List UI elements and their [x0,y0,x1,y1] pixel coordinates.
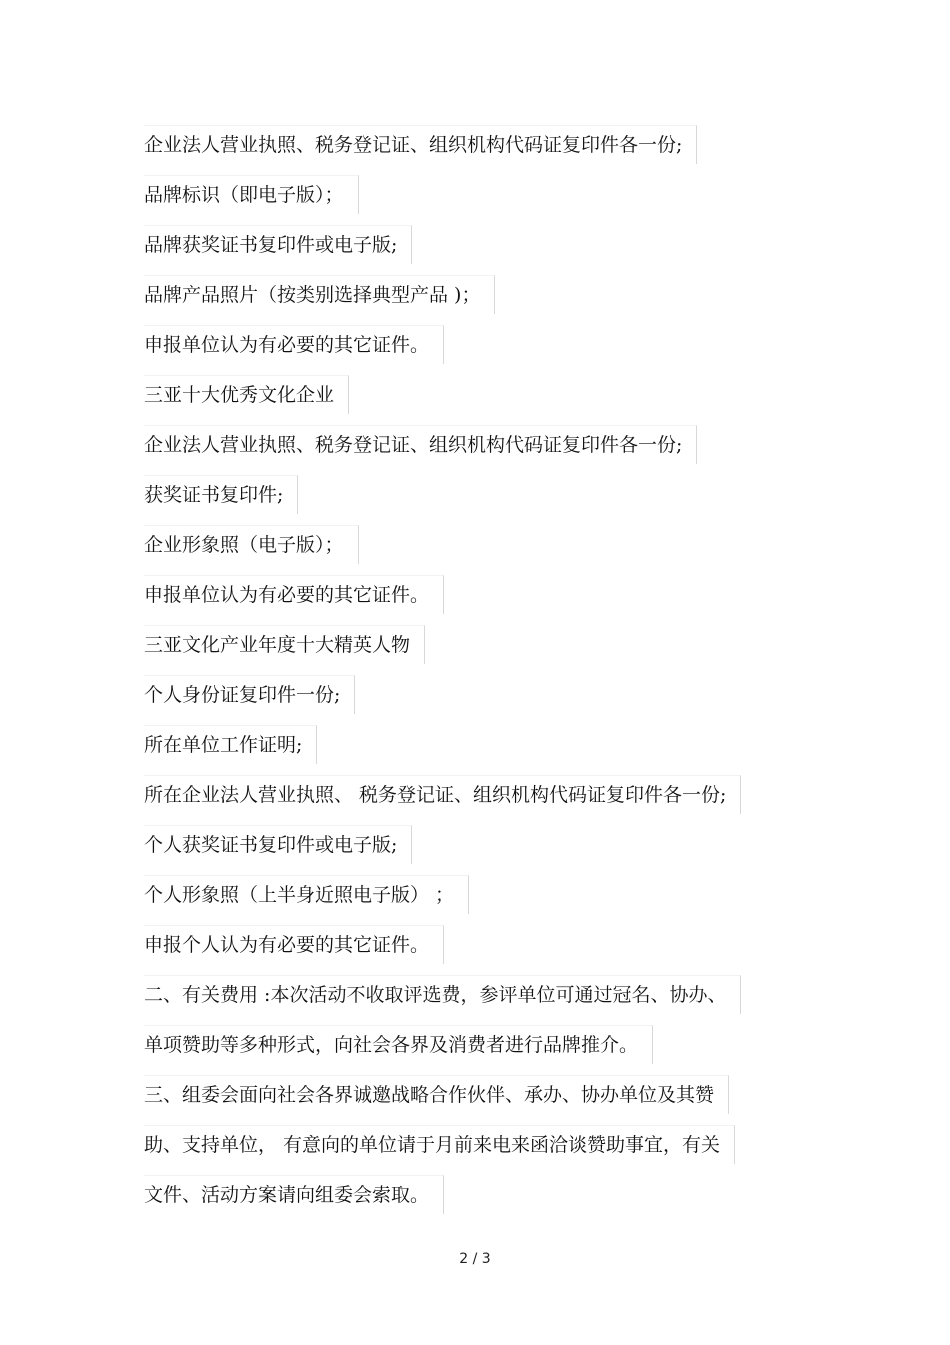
line-text: 品牌产品照片（按类别选择典型产品 )； [144,275,495,314]
text-line [144,120,844,170]
line-text: 三亚十大优秀文化企业 [144,375,349,414]
line-text: 单项赞助等多种形式，向社会各界及消费者进行品牌推介。 [144,1025,653,1064]
line-text: 申报个人认为有必要的其它证件。 [144,925,444,964]
paragraph-line [144,1170,844,1220]
line-text: 二、有关费用 :本次活动不收取评选费，参评单位可通过冠名、协办、 [144,975,741,1014]
line-text: 企业法人营业执照、税务登记证、组织机构代码证复印件各一份; [144,425,697,464]
text-line [144,720,844,770]
text-line [144,320,844,370]
text-line [144,270,844,320]
paragraph-line [144,1070,844,1120]
line-text: 所在企业法人营业执照、 税务登记证、组织机构代码证复印件各一份; [144,775,741,814]
section-heading [144,370,844,420]
line-text: 个人获奖证书复印件或电子版; [144,825,412,864]
paragraph-line [144,1120,844,1170]
text-line [144,220,844,270]
text-line [144,670,844,720]
line-text: 个人身份证复印件一份; [144,675,355,714]
text-line [144,420,844,470]
page-number: 2 / 3 [459,1251,491,1267]
line-text: 个人形象照（上半身近照电子版） ； [144,875,469,914]
text-line [144,170,844,220]
line-text: 申报单位认为有必要的其它证件。 [144,575,444,614]
text-line [144,870,844,920]
text-line [144,470,844,520]
text-line [144,520,844,570]
text-line [144,820,844,870]
line-text: 三亚文化产业年度十大精英人物 [144,625,425,664]
paragraph-line [144,970,844,1020]
line-text: 三、组委会面向社会各界诚邀战略合作伙伴、承办、协办单位及其赞 [144,1075,729,1114]
line-text: 企业法人营业执照、税务登记证、组织机构代码证复印件各一份; [144,125,697,164]
line-text: 申报单位认为有必要的其它证件。 [144,325,444,364]
line-text: 助、支持单位， 有意向的单位请于月前来电来函洽谈赞助事宜，有关 [144,1125,735,1164]
line-text: 企业形象照（电子版）； [144,525,359,564]
line-text: 品牌标识（即电子版）； [144,175,359,214]
paragraph-line [144,1020,844,1070]
line-text: 获奖证书复印件; [144,475,298,514]
text-line [144,920,844,970]
section-heading [144,620,844,670]
line-text: 文件、活动方案请向组委会索取。 [144,1175,444,1214]
document-body [144,120,844,1220]
text-line [144,570,844,620]
text-line [144,770,844,820]
line-text: 所在单位工作证明; [144,725,317,764]
line-text: 品牌获奖证书复印件或电子版; [144,225,412,264]
